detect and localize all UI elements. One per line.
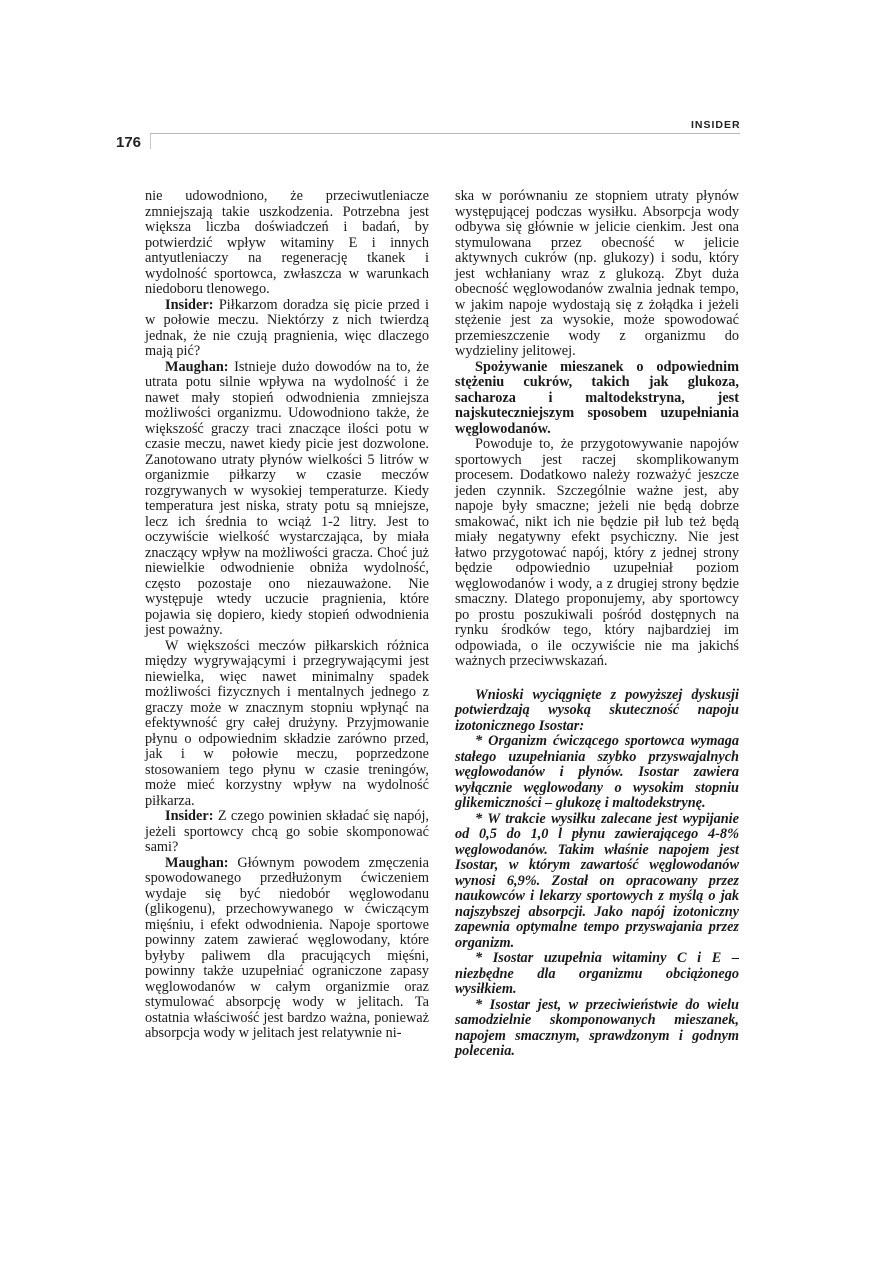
question-text: Z czego powinien składać się napój, jeżeli sportowcy chcą go sobie skomponować sami? [145,808,429,855]
paragraph-continuation: ska w porównaniu ze stopniem utraty płynów występującej podczas wysiłku. Absorpcja wody odbywa się głównie w jelicie cienkim. Jest ona stymulowana przez obecność w jelicie aktywnych cukrów (np. glukozy) i sodu, który jest wchłaniany wraz z glukozą. Zbyt duża obecność węglowodanów zwalnia jednak tempo, w jakim napoje wydostają się z żołądka i jeżeli stężenie jest za wysokie, może spowodować przemieszczenie wody z organizmu do wydzieliny jelitowej. [455,188,739,359]
speaker-maughan: Maughan: [165,854,229,871]
answer-text: Głównym powodem zmęczenia spowodowanego przedłużonym ćwiczeniem wydaje się być niedobór węglowodanu (glikogenu), przechowywanego w ćwiczącym mięśniu, i efekt odwodnienia. Napoje sportowe powinny zatem zawierać węglowodany, które byłyby paliwem dla pracujących mięśni, powinny także uzupełniać ograniczone zapasy węglowodanów w całym organizmie oraz stymulować absorpcję wody w jelitach. Ta ostatnia właściwość jest bardzo ważna, ponieważ absorpcja wody w jelitach jest relatywnie ni- [145,854,429,1041]
left-column [145,189,429,1042]
question-insider-1 [145,298,429,360]
page-number: 176 [116,134,142,151]
conclusion-bullet: * Organizm ćwiczącego sportowca wymaga stałego uzupełniania szybko przyswajalnych węglowodanów i płynów. Isostar zawiera wyłącznie węglowodany o wysokim stopniu glikemiczności – glukozę i maltodekstrynę. [455,733,739,811]
header-divider-tick [150,133,151,149]
section-label: INSIDER [691,119,741,131]
answer-maughan-2 [145,856,429,1042]
answer-text: Istnieje dużo dowodów na to, że utrata potu silnie wpływa na wydolność i że nawet mały stopień odwodnienia zmniejsza możliwości organizmu. Udowodniono także, że większość graczy traci znaczące ilości potu w czasie meczu, nawet kiedy picie jest dozwolone. Zanotowano utraty płynów wielkości 5 litrów w organizmie piłkarzy w czasie meczów rozgrywanych w wysokiej temperaturze. Kiedy temperatura jest niska, straty potu są mniejsze, lecz ich średnia to wciąż 1-2 litry. Jest to oczywiście wielkość wystarczająca, by miała znaczący wpływ na możliwości gracza. Choć już niewielkie odwodnienie obniża wydolność, często pozostaje ono niezauważone. Nie występuje wtedy uczucie pragnienia, które pojawia się dopiero, kiedy stopień odwodnienia jest poważny. [145,358,429,638]
paragraph-continuation: nie udowodniono, że przeciwutleniacze zmniejszają takie uszkodzenia. Potrzebna jest większa liczba doświadczeń i badań, by potwierdzić wpływ witaminy E i innych antyutleniaczy na regenerację tkanek i wydolność sportowca, zwłaszcza w warunkach niedoboru tlenowego. [145,188,429,297]
question-insider-2 [145,809,429,856]
conclusions-intro: Wnioski wyciągnięte z powyższej dyskusji potwierdzają wysoką skuteczność napoju izotonicznego Isostar: [455,686,739,734]
answer-maughan-1 [145,360,429,639]
speaker-maughan: Maughan: [165,358,229,375]
conclusion-bullet: * Isostar jest, w przeciwieństwie do wielu samodzielnie skomponowanych mieszanek, napojem smacznym, sprawdzonym i godnym polecenia. [455,996,739,1059]
highlighted-statement: Spożywanie mieszanek o odpowiednim stężeniu cukrów, takich jak glukoza, sacharoza i maltodekstryna, jest najskuteczniejszym sposobem uzupełniania węglowodanów. [455,358,739,437]
question-text: Piłkarzom doradza się picie przed i w połowie meczu. Niektórzy z nich twierdzą jednak, że nie czują pragnienia, więc dlaczego mają pić? [145,296,429,359]
paragraph: W większości meczów piłkarskich różnica między wygrywającymi i przegrywającymi jest niewielka, więc nawet minimalny spadek możliwości fizycznych i mentalnych jednego z graczy może w znacznym stopniu wpłynąć na efektywność gry całej drużyny. Przyjmowanie płynu o odpowiednim składzie zarówno przed, jak i w połowie meczu, poprzedzone stosowaniem tego płynu w czasie treningów, może mieć korzystny wpływ na wydolność piłkarza. [145,637,429,809]
conclusion-bullet: * Isostar uzupełnia witaminy C i E – niezbędne dla organizmu obciążonego wysiłkiem. [455,950,739,997]
speaker-insider: Insider: [165,296,214,313]
right-column [455,189,739,1060]
conclusion-bullet: * W trakcie wysiłku zalecane jest wypijanie od 0,5 do 1,0 l płynu zawierającego 4-8% węglowodanów. Takim właśnie napojem jest Isostar, w którym zawartość węglowodanów wynosi 6,9%. Został on opracowany przez naukowców i lekarzy sportowych z myślą o jak najszybszej absorpcji. Jako napój izotoniczny zapewnia optymalne tempo przyswajania przez organizm. [455,810,739,951]
paragraph: Powoduje to, że przygotowywanie napojów sportowych jest raczej skomplikowanym procesem. Dodatkowo należy rozważyć jeszcze jeden czynnik. Szczególnie ważne jest, aby napoje były smaczne; jeżeli nie będą dobrze smakować, nikt ich nie będzie pił lub też będą miały negatywny efekt psychiczny. Nie jest łatwo przygotować napój, który z jednej strony będzie odpowiednio uzupełniał poziom węglowodanów i wody, a z drugiej strony będzie smaczny. Dlatego proponujemy, aby sportowcy po prostu poszukiwali pośród dostępnych na rynku środków tego, który najbardziej im odpowiada, o ile oczywiście nie ma jakichś ważnych przeciwwskazań. [455,436,739,669]
speaker-insider: Insider: [165,808,214,824]
header-rule [150,133,740,134]
